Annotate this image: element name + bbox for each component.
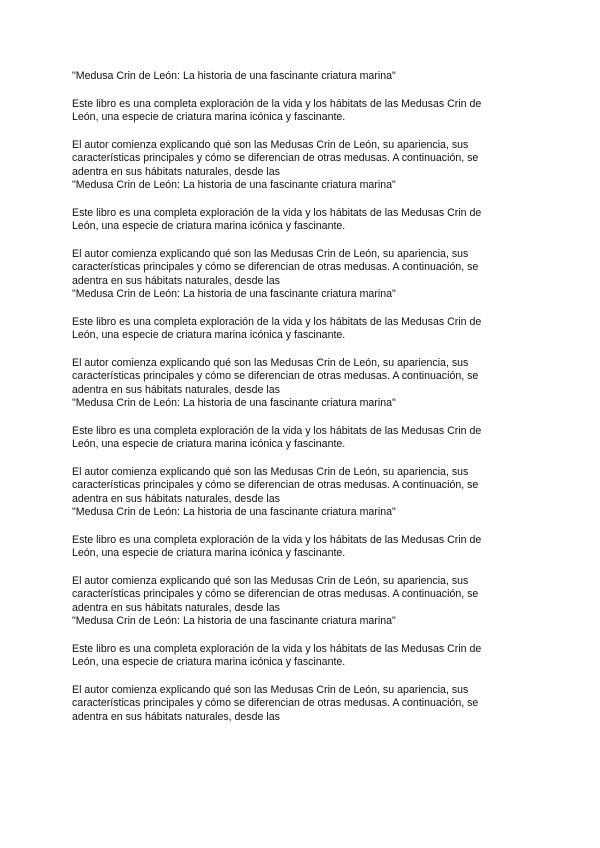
intro-line: León, una especie de criatura marina icónica y fascinante.	[72, 220, 346, 232]
body-line: adentra en sus hábitats naturales, desde las	[72, 383, 280, 396]
intro-line: León, una especie de criatura marina icónica y fascinante.	[72, 438, 346, 450]
body-line: características principales y cómo se diferencian de otras medusas. A continuación, se	[72, 152, 479, 164]
intro-line: León, una especie de criatura marina icónica y fascinante.	[72, 656, 346, 668]
intro-line: Este libro es una completa exploración de la vida y los hábitats de las Medusas Crin de	[72, 424, 482, 437]
book-title: "Medusa Crin de León: La historia de una fascinante criatura marina"	[72, 615, 396, 627]
body-line: adentra en sus hábitats naturales, desde las	[72, 710, 280, 723]
intro-line: León, una especie de criatura marina icónica y fascinante.	[72, 547, 346, 559]
intro-line: Este libro es una completa exploración de la vida y los hábitats de las Medusas Crin de	[72, 533, 482, 546]
book-title: "Medusa Crin de León: La historia de una fascinante criatura marina"	[72, 70, 396, 82]
body-line: adentra en sus hábitats naturales, desde las	[72, 492, 280, 505]
intro-line: León, una especie de criatura marina icónica y fascinante.	[72, 329, 346, 341]
intro-line: Este libro es una completa exploración de la vida y los hábitats de las Medusas Crin de	[72, 206, 482, 219]
intro-line: Este libro es una completa exploración de la vida y los hábitats de las Medusas Crin de	[72, 315, 482, 328]
body-line: adentra en sus hábitats naturales, desde las	[72, 274, 280, 287]
book-title: "Medusa Crin de León: La historia de una fascinante criatura marina"	[72, 506, 396, 518]
body-line: El autor comienza explicando qué son las Medusas Crin de León, su apariencia, sus	[72, 356, 469, 369]
body-line: El autor comienza explicando qué son las Medusas Crin de León, su apariencia, sus	[72, 574, 469, 587]
body-line: características principales y cómo se diferencian de otras medusas. A continuación, se	[72, 370, 479, 382]
book-title: "Medusa Crin de León: La historia de una fascinante criatura marina"	[72, 397, 396, 409]
body-line: adentra en sus hábitats naturales, desde las	[72, 165, 280, 178]
body-line: El autor comienza explicando qué son las Medusas Crin de León, su apariencia, sus	[72, 247, 469, 260]
body-line: El autor comienza explicando qué son las Medusas Crin de León, su apariencia, sus	[72, 465, 469, 478]
book-title: "Medusa Crin de León: La historia de una fascinante criatura marina"	[72, 288, 396, 300]
body-line: características principales y cómo se diferencian de otras medusas. A continuación, se	[72, 261, 479, 273]
body-line: El autor comienza explicando qué son las Medusas Crin de León, su apariencia, sus	[72, 138, 469, 151]
intro-line: Este libro es una completa exploración de la vida y los hábitats de las Medusas Crin de	[72, 642, 482, 655]
body-line: características principales y cómo se diferencian de otras medusas. A continuación, se	[72, 697, 479, 709]
document-text	[72, 70, 512, 724]
intro-line: Este libro es una completa exploración de la vida y los hábitats de las Medusas Crin de	[72, 97, 482, 110]
body-line: adentra en sus hábitats naturales, desde las	[72, 601, 280, 614]
body-line: características principales y cómo se diferencian de otras medusas. A continuación, se	[72, 588, 479, 600]
intro-line: León, una especie de criatura marina icónica y fascinante.	[72, 111, 346, 123]
book-title: "Medusa Crin de León: La historia de una fascinante criatura marina"	[72, 179, 396, 191]
body-line: El autor comienza explicando qué son las Medusas Crin de León, su apariencia, sus	[72, 683, 469, 696]
body-line: características principales y cómo se diferencian de otras medusas. A continuación, se	[72, 479, 479, 491]
